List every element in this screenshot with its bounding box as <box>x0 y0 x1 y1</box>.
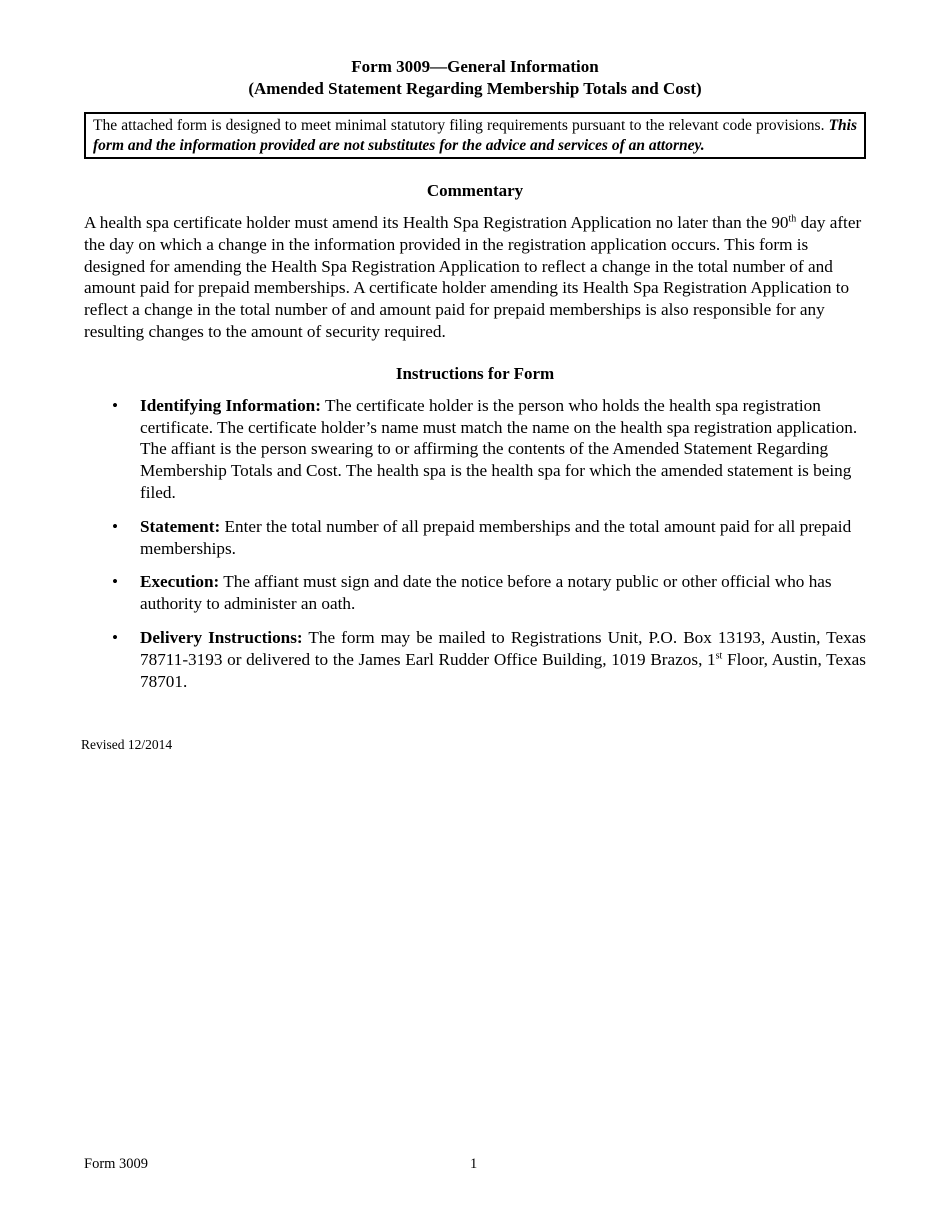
instruction-text: Enter the total number of all prepaid memberships and the total amount paid for all prepaid memberships. <box>140 516 852 558</box>
commentary-text-part2: day after the day on which a change in the information provided in the registration application occurs. This form is designed for amending the Health Spa Registration Application to reflect a change in the total number of and amount paid for prepaid memberships. A certificate holder amending its Health Spa Registration Application to reflect a change in the total number of and amount paid for prepaid memberships is also responsible for any resulting changes to the amount of security required. <box>84 213 862 341</box>
commentary-heading: Commentary <box>426 181 524 200</box>
bullet-icon: • <box>112 627 119 647</box>
instruction-text-part1: The form may be mailed to Registrations Unit, P.O. Box 13193, Austin, Texas 78711-3193 or delivered to the James Earl Rudder Office Building, 1019 Brazos, 1 <box>140 627 867 669</box>
instruction-label: Statement: <box>140 516 221 536</box>
instruction-execution <box>84 571 866 615</box>
bullet-icon: • <box>112 516 119 536</box>
commentary-superscript: th <box>788 213 797 225</box>
form-title: Form 3009—General Information <box>351 57 599 76</box>
instruction-text-part2: Floor, Austin, Texas 78701. <box>140 649 866 691</box>
instruction-text: The affiant must sign and date the notice before a notary public or other official who has authority to administer an oath. <box>140 572 832 614</box>
disclaimer-box <box>84 112 866 159</box>
footer-page-number: 1 <box>470 1156 478 1172</box>
revision-date: Revised 12/2014 <box>81 737 173 752</box>
instruction-label: Execution: <box>140 572 220 592</box>
bullet-icon: • <box>112 572 119 592</box>
instructions-heading: Instructions for Form <box>395 363 555 383</box>
disclaimer-text: The attached form is designed to meet minimal statutory filing requirements pursuant to the relevant code provisions. <box>93 117 829 134</box>
disclaimer-emphasis: This form and the information provided are not substitutes for the advice and services of an attorney. <box>93 117 857 154</box>
instruction-label: Delivery Instructions: <box>140 627 303 647</box>
footer-form-label: Form 3009 <box>84 1156 149 1172</box>
form-subtitle: (Amended Statement Regarding Membership Totals and Cost) <box>248 79 702 98</box>
instruction-label: Identifying Information: <box>140 395 321 415</box>
instructions-list <box>84 395 866 693</box>
instruction-delivery <box>84 627 866 692</box>
commentary-text-part1: A health spa certificate holder must amend its Health Spa Registration Application no later than the 90 <box>84 213 789 232</box>
instruction-text: The certificate holder is the person who holds the health spa registration certificate. The certificate holder’s name must match the name on the health spa registration application. The affiant is the person swearing to or affirming the contents of the Amended Statement Regarding Membership Totals and Cost. The health spa is the health spa for which the amended statement is being filed. <box>140 395 858 502</box>
commentary-paragraph <box>84 212 866 343</box>
instruction-identifying-information <box>84 395 866 504</box>
document-page <box>84 56 866 704</box>
instruction-statement <box>84 516 866 560</box>
instruction-superscript: st <box>715 650 723 662</box>
bullet-icon: • <box>112 395 119 415</box>
